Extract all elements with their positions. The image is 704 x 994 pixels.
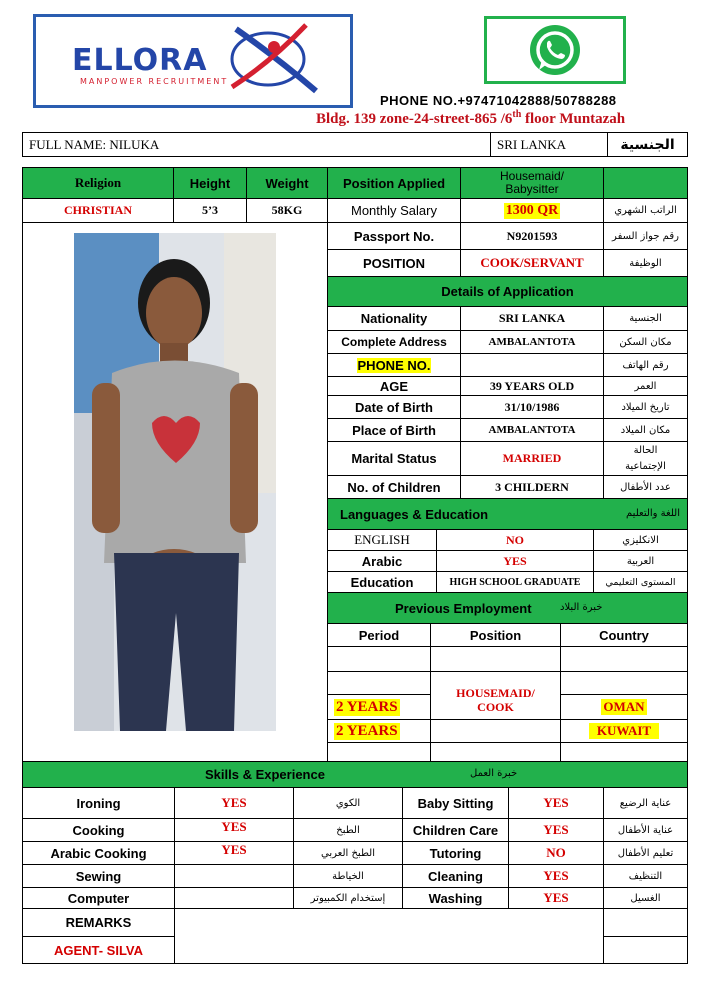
top-header-blank: [603, 167, 688, 199]
phone-value: [460, 353, 604, 377]
salary-value: 1300 QR: [505, 202, 559, 218]
weight-header: Weight: [246, 167, 328, 199]
address-header: [316, 109, 696, 129]
nationality-top-ar: الجنسية: [607, 132, 688, 157]
marital-value: MARRIED: [460, 441, 604, 476]
applicant-photo: [74, 233, 276, 731]
emp-row-1-country: OMAN: [603, 699, 645, 714]
dob-value: 31/10/1986: [460, 395, 604, 419]
emp-row-2-period-cell: [327, 719, 431, 743]
emp-row-1-period-cell: [327, 694, 431, 720]
nationality-label: Nationality: [327, 306, 461, 331]
passport-ar: رقم جواز السفر: [603, 222, 688, 250]
emp-blank-position-3: [430, 719, 561, 743]
emp-row-1-country-cell: [560, 694, 688, 720]
emp-row-2-country-cell: [560, 719, 688, 743]
skill-babysitting-value: YES: [508, 787, 604, 819]
address-prefix: Bldg. 139 zone-24-street-865 /6: [316, 111, 513, 127]
position-applied-value: Housemaid/ Babysitter: [460, 167, 604, 199]
pob-value: AMBALANTOTA: [460, 418, 604, 442]
pob-ar: مكان الميلاد: [603, 418, 688, 442]
marital-ar: الحالة الإجتماعية: [603, 441, 688, 476]
position-label: POSITION: [327, 249, 461, 277]
english-value: NO: [436, 529, 594, 551]
emp-row-2-country: KUWAIT: [589, 723, 659, 739]
dob-ar: تاريخ الميلاد: [603, 395, 688, 419]
skill-computer-value: [174, 887, 294, 909]
marital-label: Marital Status: [327, 441, 461, 476]
skill-babysitting-ar: عناية الرضيع: [603, 787, 688, 819]
education-label: Education: [327, 571, 437, 593]
skill-cooking-value: YES: [174, 818, 294, 842]
remarks-blank-3: [603, 936, 688, 964]
age-value: 39 YEARS OLD: [460, 376, 604, 396]
logo-name: ELLORA: [72, 43, 208, 78]
arabic-value: YES: [436, 550, 594, 572]
emp-blank-period-2: [327, 671, 431, 695]
age-ar: العمر: [603, 376, 688, 396]
remarks-label: REMARKS: [22, 908, 175, 937]
address-value: AMBALANTOTA: [460, 330, 604, 354]
nationality-top-cell: SRI LANKA: [490, 132, 608, 157]
address-sup: th: [512, 109, 522, 120]
phone-label: PHONE NO.: [357, 357, 431, 373]
english-label: ENGLISH: [327, 529, 437, 551]
address-ar: مكان السكن: [603, 330, 688, 354]
arabic-label: Arabic: [327, 550, 437, 572]
height-header: Height: [173, 167, 247, 199]
skill-tutoring-value: NO: [508, 841, 604, 865]
position-ar: الوظيفة: [603, 249, 688, 277]
skills-section: [22, 761, 688, 788]
whatsapp-icon: [487, 19, 623, 81]
skill-computer-label: Computer: [22, 887, 175, 909]
skill-childcare-value: YES: [508, 818, 604, 842]
logo-tagline: MANPOWER RECRUITMENT: [80, 77, 229, 86]
phone-label-cell: [327, 353, 461, 377]
nationality-ar: الجنسية: [603, 306, 688, 331]
skill-cleaning-label: Cleaning: [402, 864, 509, 888]
position-value: COOK/SERVANT: [460, 249, 604, 277]
education-ar: المستوى التعليمي: [593, 571, 688, 593]
skill-cleaning-ar: التنظيف: [603, 864, 688, 888]
emp-position-header: Position: [430, 623, 561, 647]
period-header: Period: [327, 623, 431, 647]
remarks-blank-2: [603, 908, 688, 937]
weight-value: 58KG: [246, 198, 328, 223]
skill-cooking-ar: الطبخ: [293, 818, 403, 842]
nationality-value: SRI LANKA: [460, 306, 604, 331]
remarks-blank-1: [174, 908, 604, 964]
skill-arabic-cooking-label: Arabic Cooking: [22, 841, 175, 865]
height-value: 5’3: [173, 198, 247, 223]
skill-babysitting-label: Baby Sitting: [402, 787, 509, 819]
religion-header: Religion: [22, 167, 174, 199]
skills-title: Skills & Experience: [205, 767, 325, 782]
skill-childcare-ar: عناية الأطفال: [603, 818, 688, 842]
dob-label: Date of Birth: [327, 395, 461, 419]
salary-label: Monthly Salary: [327, 198, 461, 223]
skills-title-ar: خبرة العمل: [470, 768, 518, 779]
emp-blank-country-4: [560, 742, 688, 762]
whatsapp-box: [484, 16, 626, 84]
children-value: 3 CHILDERN: [460, 475, 604, 499]
skill-cleaning-value: YES: [508, 864, 604, 888]
skill-arabic-cooking-value: YES: [174, 841, 294, 865]
employment-title-ar: خبرة البلاد: [560, 602, 603, 613]
emp-blank-country-2: [560, 671, 688, 695]
emp-row-2-period: 2 YEARS: [336, 722, 398, 739]
phone-header: PHONE NO.+97471042888/50788288: [380, 93, 617, 108]
full-name-cell: FULL NAME: NILUKA: [22, 132, 491, 157]
skill-cooking-label: Cooking: [22, 818, 175, 842]
position-applied-header: Position Applied: [327, 167, 461, 199]
emp-blank-position-1: [430, 646, 561, 672]
skill-childcare-label: Children Care: [402, 818, 509, 842]
skill-sewing-value: [174, 864, 294, 888]
skill-washing-value: YES: [508, 887, 604, 909]
logo-box: [33, 14, 353, 108]
skill-tutoring-ar: تعليم الأطفال: [603, 841, 688, 865]
languages-title: Languages & Education: [340, 507, 489, 522]
details-section-title: Details of Application: [327, 276, 688, 307]
emp-blank-period-4: [327, 742, 431, 762]
salary-ar: الراتب الشهري: [603, 198, 688, 223]
country-header: Country: [560, 623, 688, 647]
emp-position-value: HOUSEMAID/ COOK: [430, 671, 561, 720]
skill-sewing-ar: الخياطة: [293, 864, 403, 888]
languages-title-ar: اللغة والتعليم: [626, 508, 680, 519]
phone-ar: رقم الهاتف: [603, 353, 688, 377]
address-suffix: floor Muntazah: [521, 111, 626, 127]
skill-washing-ar: الغسيل: [603, 887, 688, 909]
skill-sewing-label: Sewing: [22, 864, 175, 888]
arabic-ar: العربية: [593, 550, 688, 572]
education-value: HIGH SCHOOL GRADUATE: [436, 571, 594, 593]
skill-ironing-label: Ironing: [22, 787, 175, 819]
salary-value-cell: [460, 198, 604, 223]
skill-ironing-value: YES: [174, 787, 294, 819]
address-label: Complete Address: [327, 330, 461, 354]
passport-label: Passport No.: [327, 222, 461, 250]
emp-blank-period-1: [327, 646, 431, 672]
skill-arabic-cooking-ar: الطبخ العربي: [293, 841, 403, 865]
religion-value: CHRISTIAN: [22, 198, 174, 223]
emp-row-1-period: 2 YEARS: [336, 698, 398, 715]
agent-name: AGENT- SILVA: [22, 936, 175, 964]
passport-value: N9201593: [460, 222, 604, 250]
age-label: AGE: [327, 376, 461, 396]
english-ar: الانكليزي: [593, 529, 688, 551]
skill-computer-ar: إستخدام الكمبيوتر: [293, 887, 403, 909]
employment-title: Previous Employment: [395, 601, 532, 616]
pob-label: Place of Birth: [327, 418, 461, 442]
children-label: No. of Children: [327, 475, 461, 499]
skill-washing-label: Washing: [402, 887, 509, 909]
skill-tutoring-label: Tutoring: [402, 841, 509, 865]
children-ar: عدد الأطفال: [603, 475, 688, 499]
emp-blank-position-4: [430, 742, 561, 762]
emp-blank-country-1: [560, 646, 688, 672]
skill-ironing-ar: الكوي: [293, 787, 403, 819]
